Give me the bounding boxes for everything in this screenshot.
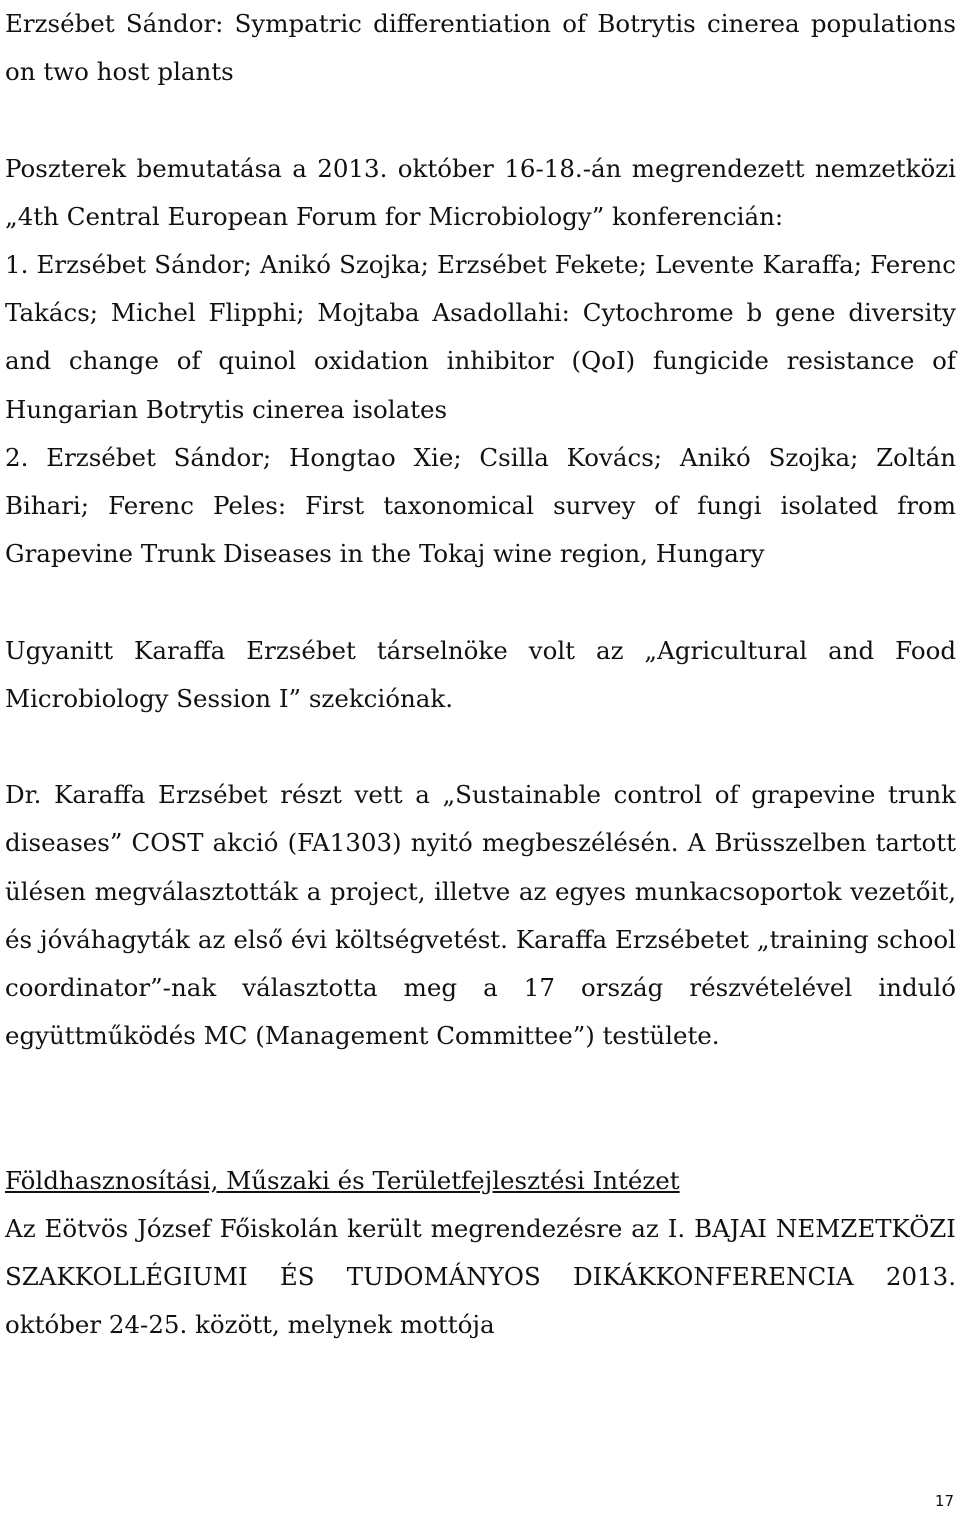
page-number: 17 <box>934 1492 954 1510</box>
paragraph-conference: Az Eötvös József Főiskolán került megrendezésre az I. BAJAI NEMZETKÖZI SZAKKOLLÉGIUMI ÉS TUDOMÁNYOS DIKÁKKONFERENCIA 2013. október 24-25. között, melynek mottója <box>5 1214 956 1340</box>
section-heading: Földhasznosítási, Műszaki és Területfejlesztési Intézet <box>5 1165 680 1195</box>
spacer <box>5 723 956 771</box>
paragraph-poster-item-1: 1. Erzsébet Sándor; Anikó Szojka; Erzsébet Fekete; Levente Karaffa; Ferenc Takács; Michel Flipphi; Mojtaba Asadollahi: Cytochrome b gene diversity and change of quinol oxidation inhibitor (QoI) fungicide resistance of Hungarian Botrytis cinerea isolates <box>5 250 956 424</box>
spacer <box>5 578 956 626</box>
spacer <box>5 96 956 144</box>
paragraph-cost-action: Dr. Karaffa Erzsébet részt vett a „Sustainable control of grapevine trunk diseases” COST akció (FA1303) nyitó megbeszélésén. A Brüsszelben tartott ülésen megválasztották a project, illetve az egyes munkacsoportok vezetőit, és jóváhagyták az első évi költségvetést. Karaffa Erzsébetet „training school coordinator”-nak választotta meg a 17 ország részvételével induló együttműködés MC (Management Committee”) testülete. <box>5 780 956 1051</box>
paragraph-poster-item-2: 2. Erzsébet Sándor; Hongtao Xie; Csilla Kovács; Anikó Szojka; Zoltán Bihari; Ferenc Peles: First taxonomical survey of fungi isolated from Grapevine Trunk Diseases in the Tokaj wine region, Hungary <box>5 442 956 569</box>
document-page <box>5 0 956 1350</box>
spacer <box>5 1060 956 1156</box>
paragraph-poster-intro: Poszterek bemutatása a 2013. október 16-18.-án megrendezett nemzetközi „4th Central European Forum for Microbiology” konferencián: <box>5 153 956 231</box>
paragraph-session-chair: Ugyanitt Karaffa Erzsébet társelnöke volt az „Agricultural and Food Microbiology Session I” szekciónak. <box>5 635 956 713</box>
paragraph-poster-title: Erzsébet Sándor: Sympatric differentiation of Botrytis cinerea populations on two host plants <box>5 9 956 87</box>
